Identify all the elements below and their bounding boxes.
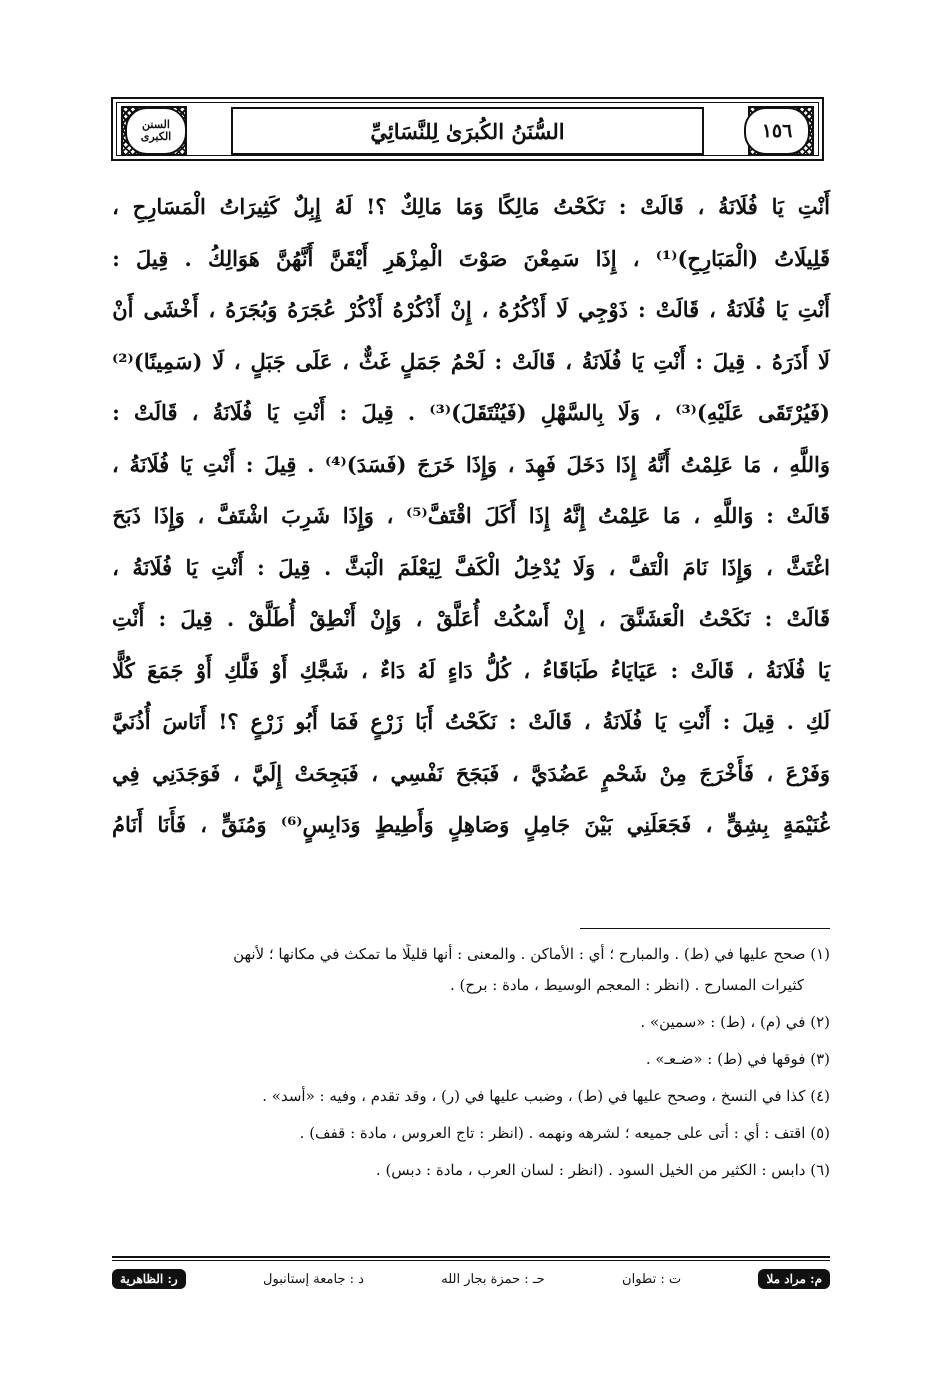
header-title-box [231, 107, 704, 155]
word: شَجَّكِ [299, 657, 349, 683]
word: أَنْتِ [797, 194, 830, 220]
word: غَثٌّ [358, 348, 391, 374]
word: فَبَجِحَتْ [294, 760, 359, 786]
word: دَاءٌ [380, 657, 406, 683]
word: أَكَلَ [484, 503, 517, 529]
word: ، [112, 194, 119, 220]
word: ، [632, 245, 640, 271]
word: قَالَتْ [655, 297, 700, 323]
word: : [508, 709, 517, 735]
word: لَهُ [334, 194, 353, 220]
word: فَوَجَدَنِي [152, 760, 221, 786]
word: وَإِذَا [342, 503, 374, 529]
text-line [112, 748, 830, 800]
word: لَحْمُ [450, 348, 485, 374]
word: ، [598, 606, 606, 632]
word: ، [766, 760, 774, 786]
word: وَمُنَقٍّ [221, 812, 267, 838]
word: جَمَعَ [147, 657, 184, 683]
word: جَامِلٍ [523, 812, 571, 838]
word: وَإِذَا [465, 451, 498, 477]
word: . [786, 709, 794, 735]
siglum-m-badge: م: مراد ملا [758, 1269, 830, 1289]
word: الْعَشَنَّقَ [619, 606, 685, 632]
word: ذَبَحَ [112, 503, 141, 529]
page-number: ١٥٦ [744, 107, 810, 155]
word: أُعَلَّقْ [436, 606, 480, 632]
word: قَالَتْ [640, 194, 684, 220]
word: وَلَا [617, 400, 641, 426]
word: قَالَتْ [786, 606, 830, 632]
word: نَكَحْتُ [698, 606, 751, 632]
word: عَلَى [295, 348, 333, 374]
word: وَفَرْعَ [785, 760, 830, 786]
word: الْبَثَّ [344, 554, 384, 580]
word: أَسْكُتْ [493, 606, 550, 632]
word: وَبُجَرَهُ [225, 297, 278, 323]
word: نَامَ [682, 554, 708, 580]
word: . [323, 554, 332, 580]
word: زَرْعٍ [250, 709, 284, 735]
word: شَرِبَ [281, 503, 331, 529]
word: إِنْ [563, 606, 585, 632]
word: إِنَّهُ [562, 503, 586, 529]
word: يُدْخِلُ [513, 554, 560, 580]
word: ، [481, 297, 489, 323]
word: الْتَفَّ [628, 554, 670, 580]
word: فُلَانَةُ [725, 297, 766, 323]
word: صَوْتَ [458, 245, 508, 271]
text-line [112, 645, 830, 697]
word: قَالَتْ [528, 709, 572, 735]
word: فُلَانَةُ [212, 400, 253, 426]
word: أُطَلَّقْ [248, 606, 296, 632]
word: . [407, 400, 416, 426]
word: قَالَتْ [134, 400, 178, 426]
word: ، [197, 503, 205, 529]
word: أَيْقَنَّ [329, 245, 368, 271]
word: الْمِزْهَرِ [384, 245, 443, 271]
word: وَاللَّهِ [789, 451, 830, 477]
word: أَوْ [195, 657, 212, 683]
word: وَإِذَا [721, 554, 753, 580]
word: الْمَسَارِحِ [132, 194, 206, 220]
footer-rule [112, 1256, 830, 1258]
word: : [245, 451, 254, 477]
footnote-1-continued: كثيرات المسارح . (انظر : المعجم الوسيط ، مادة : برح) . [449, 976, 804, 994]
word: ، [565, 348, 573, 374]
word: يَا [179, 451, 193, 477]
word: قِيلَ [136, 245, 169, 271]
word: مِنْ [659, 760, 687, 786]
word: : [637, 297, 646, 323]
word: قِيلَ [742, 709, 775, 735]
word: يَا [631, 348, 644, 374]
word: فَمَا [329, 709, 359, 735]
word: مَالِكٌ [400, 194, 443, 220]
book-logo: السنن الكبرى [125, 107, 187, 155]
footnote-4: (٤) كذا في النسخ ، وصحح عليها في (ط) ، وضبب عليها في (ر) ، وقد تقدم ، وفيه : «أسد» . [262, 1087, 830, 1105]
word: : [764, 606, 773, 632]
word: فَأَخْرَجَ [699, 760, 754, 786]
word: وَمَا [455, 194, 484, 220]
word: قِيلَ [361, 400, 394, 426]
word: . [754, 348, 763, 374]
word: ، [415, 606, 423, 632]
word: قِيلَ [180, 606, 213, 632]
word: : [494, 348, 503, 374]
word: وَدَابِسٍ⁽⁶⁾ [280, 812, 361, 838]
word: ذَوْجِي [578, 297, 629, 323]
word: فُلَانَةُ [132, 554, 173, 580]
word: أَبُو [295, 709, 318, 735]
word: أَنَامُ [112, 812, 144, 838]
siglum-d: د : جامعة إستانبول [263, 1271, 364, 1287]
word: إِذَا [615, 451, 637, 477]
word: أَنْتِ [678, 709, 711, 735]
word: عَضُدَيَّ [531, 760, 590, 786]
word: لَهُ [417, 657, 436, 683]
word: ، [112, 554, 119, 580]
word: ، [693, 503, 701, 529]
word: ، [709, 297, 716, 323]
word: مَا [663, 503, 681, 529]
word: الْكَفَّ [454, 554, 501, 580]
word: (الْمَبَارِحِ)⁽¹⁾ [655, 245, 759, 271]
word: عَلِمْتُ [598, 503, 651, 529]
main-text [112, 181, 830, 851]
word: إِذَا [528, 503, 550, 529]
word: . [184, 245, 192, 271]
word: يَا [654, 709, 667, 735]
word: يَا [771, 194, 784, 220]
word: ، [386, 503, 394, 529]
word: سَمِعْنَ [523, 245, 580, 271]
word: عَيَايَاءُ [610, 657, 659, 683]
word: مَالِكًا [497, 194, 540, 220]
word: فُلَانَةُ [129, 451, 170, 477]
footnote-3: (٣) فوقها في (ط) : «ضـعـ» . [645, 1050, 830, 1068]
word: : [112, 400, 120, 426]
word: بَيْنَ [584, 812, 613, 838]
footnote-separator [580, 928, 830, 929]
word: أَنْتِ [112, 606, 145, 632]
word: (فَسَدَ)⁽⁴⁾ [325, 451, 407, 477]
word: أَبَا [415, 709, 434, 735]
word: ، [511, 760, 519, 786]
word: : [112, 245, 120, 271]
page-header [111, 97, 824, 161]
word: قَالَتْ [786, 503, 830, 529]
word: هَوَالِكُ [208, 245, 260, 271]
word: أُذُنَيَّ [112, 709, 151, 735]
word: : [695, 348, 704, 374]
text-line [112, 233, 830, 285]
word: اغْتَثَّ [786, 554, 830, 580]
word: ، [746, 657, 754, 683]
word: ، [200, 812, 208, 838]
siglum-t: ت : تطوان [622, 1271, 682, 1287]
text-line [112, 490, 830, 542]
word: (فَيُرْتَقَى [758, 400, 830, 426]
word: ، [507, 451, 515, 477]
footnote-2: (٢) في (م) ، (ط) : «سمين» . [640, 1013, 830, 1031]
word: بِشِقٍّ [726, 812, 769, 838]
word: نَكَحْتُ [445, 709, 497, 735]
word: ؟! [366, 194, 387, 220]
word: دَخَلَ [566, 451, 605, 477]
running-title: السُّنَنُ الكُبرَىٰ لِلنَّسَائِيِّ [370, 118, 565, 144]
text-line [112, 799, 830, 851]
word: مَا [743, 451, 762, 477]
word: إِلَيَّ [252, 760, 283, 786]
text-line [112, 387, 830, 439]
word: أَذْكُرْ [345, 297, 383, 323]
word: قِيلَ [712, 348, 746, 374]
word: لَا [212, 348, 225, 374]
word: لَا [818, 348, 830, 374]
text-line [112, 181, 830, 233]
word: (فَيُنْتَقَلَ)⁽³⁾ [429, 400, 527, 426]
word: فُلَانَةُ [602, 709, 643, 735]
word: بِالسَّهْلِ [540, 400, 604, 426]
word: : [670, 657, 679, 683]
text-line [112, 593, 830, 645]
word: : [722, 709, 731, 735]
word: قِيلَ [264, 451, 297, 477]
word: أَخْشَى [143, 297, 199, 323]
word: فَهِدَ [525, 451, 556, 477]
word: : [158, 606, 167, 632]
word: أَذْكُرُهُ [498, 297, 547, 323]
word: ، [232, 760, 240, 786]
word: وَلَا [572, 554, 596, 580]
word: وَأَطِيطٍ [374, 812, 434, 838]
word: أَذَرَهُ [771, 348, 809, 374]
word: فَجَعَلَنِي [626, 812, 692, 838]
word: جَمَلٍ [400, 348, 442, 374]
footnote-6: (٦) دابس : الكثير من الخيل السود . (انظر : لسان العرب ، مادة : دبس) . [375, 1161, 830, 1179]
word: عَلِمْتُ [680, 451, 733, 477]
word: ، [608, 554, 616, 580]
word: كُلًّا [112, 657, 135, 683]
footnotes [100, 944, 830, 1197]
word: ، [765, 554, 773, 580]
word: لَا [556, 297, 569, 323]
word: اشْتَفَّ [216, 503, 269, 529]
word: ، [697, 194, 705, 220]
word: أَوْ [271, 657, 288, 683]
word: قَالَتْ [690, 657, 735, 683]
word: عَلَيْهِ)⁽³⁾ [675, 400, 744, 426]
word: يَا [775, 297, 788, 323]
word: . [226, 606, 235, 632]
word: زَرْعٍ [370, 709, 404, 735]
word: فَبَجَحَ [455, 760, 500, 786]
word: قَلِيلَاتُ [774, 245, 830, 271]
word: إِذَا [595, 245, 617, 271]
word: يَا [266, 400, 279, 426]
word: : [257, 554, 265, 580]
word: وَصَاهِلٍ [447, 812, 510, 838]
word: ، [654, 400, 661, 426]
word: كُلُّ [485, 657, 511, 683]
word: فَلَّكِ [224, 657, 259, 683]
word: أَنْتِ [292, 400, 326, 426]
word: عُجَرَهُ [287, 297, 336, 323]
footnote-1: (١) صحح عليها في (ط) . والمبارح ؛ أي : الأماكن . والمعنى : أنها قليلًا ما تمكث في مكانها ؛ لأنهن [233, 945, 830, 963]
word: ، [191, 400, 199, 426]
word: ، [583, 709, 591, 735]
word: أَنْتِ [653, 348, 686, 374]
word: ، [523, 657, 531, 683]
word: لَكِ [805, 709, 830, 735]
word: فُلَانَةُ [581, 348, 622, 374]
word: كَثِيرَاتُ [219, 194, 280, 220]
word: غُنَيْمَةٍ [782, 812, 830, 838]
word: أَنْتِ [211, 554, 244, 580]
word: نَفْسِي [390, 760, 444, 786]
text-line [112, 439, 830, 491]
word: ، [208, 297, 216, 323]
word: لِيَعْلَمَ [397, 554, 442, 580]
word: خَرَجَ [417, 451, 456, 477]
word: فُلَانَةُ [765, 657, 806, 683]
word: قَالَتْ [512, 348, 556, 374]
word: ، [233, 348, 241, 374]
word: ، [360, 657, 368, 683]
siglum-h: حـ : حمزة بجار الله [441, 1271, 545, 1287]
word: وَاللَّهِ [712, 503, 754, 529]
word: ، [371, 760, 378, 786]
word: يَا [817, 657, 830, 683]
word: ، [771, 451, 779, 477]
word: شَحْمٍ [601, 760, 647, 786]
word: (سَمِينًا)⁽²⁾ [112, 348, 203, 374]
text-line [112, 284, 830, 336]
word: جَبَلٍ [250, 348, 286, 374]
word: فِي [112, 760, 140, 786]
word: طَبَاقَاءُ [542, 657, 599, 683]
word: ، [112, 451, 119, 477]
word: فُلَانَةُ [718, 194, 758, 220]
word: أَنْ [112, 297, 134, 323]
word: دَاءٍ [447, 657, 473, 683]
word: نَكَحْتُ [553, 194, 605, 220]
word: وَإِنْ [370, 606, 402, 632]
text-line [112, 336, 830, 388]
word: : [618, 194, 627, 220]
word: أَنْتِ [202, 451, 236, 477]
word: يَا [185, 554, 198, 580]
word: ، [342, 348, 349, 374]
word: فَأَنَا [157, 812, 187, 838]
manuscript-sigla-footer [112, 1264, 830, 1294]
footer-rule-thin [112, 1260, 830, 1261]
word: وَإِذَا [153, 503, 185, 529]
word: ، [705, 812, 713, 838]
word: أَنَّهُنَّ [276, 245, 314, 271]
word: ؟! [218, 709, 239, 735]
word: : [339, 400, 348, 426]
word: أَنَاسَ [162, 709, 207, 735]
word: أَنْطِقْ [309, 606, 356, 632]
text-line [112, 696, 830, 748]
word: أَذْكُرْهُ [392, 297, 441, 323]
word: قِيلَ [278, 554, 311, 580]
footnote-5: (٥) اقتف : أي : أتى على جميعه ؛ لشرهه ونهمه . (انظر : تاج العروس ، مادة : قفف) . [299, 1124, 830, 1142]
word: : [766, 503, 774, 529]
word: اقْتَفَّ⁽⁵⁾ [406, 503, 472, 529]
siglum-r-badge: ر: الظاهرية [112, 1269, 186, 1289]
word: . [307, 451, 315, 477]
word: أَنْتِ [797, 297, 830, 323]
text-line [112, 542, 830, 594]
word: إِنْ [450, 297, 472, 323]
word: إِبِلٌ [293, 194, 321, 220]
word: أَنَّهُ [647, 451, 671, 477]
